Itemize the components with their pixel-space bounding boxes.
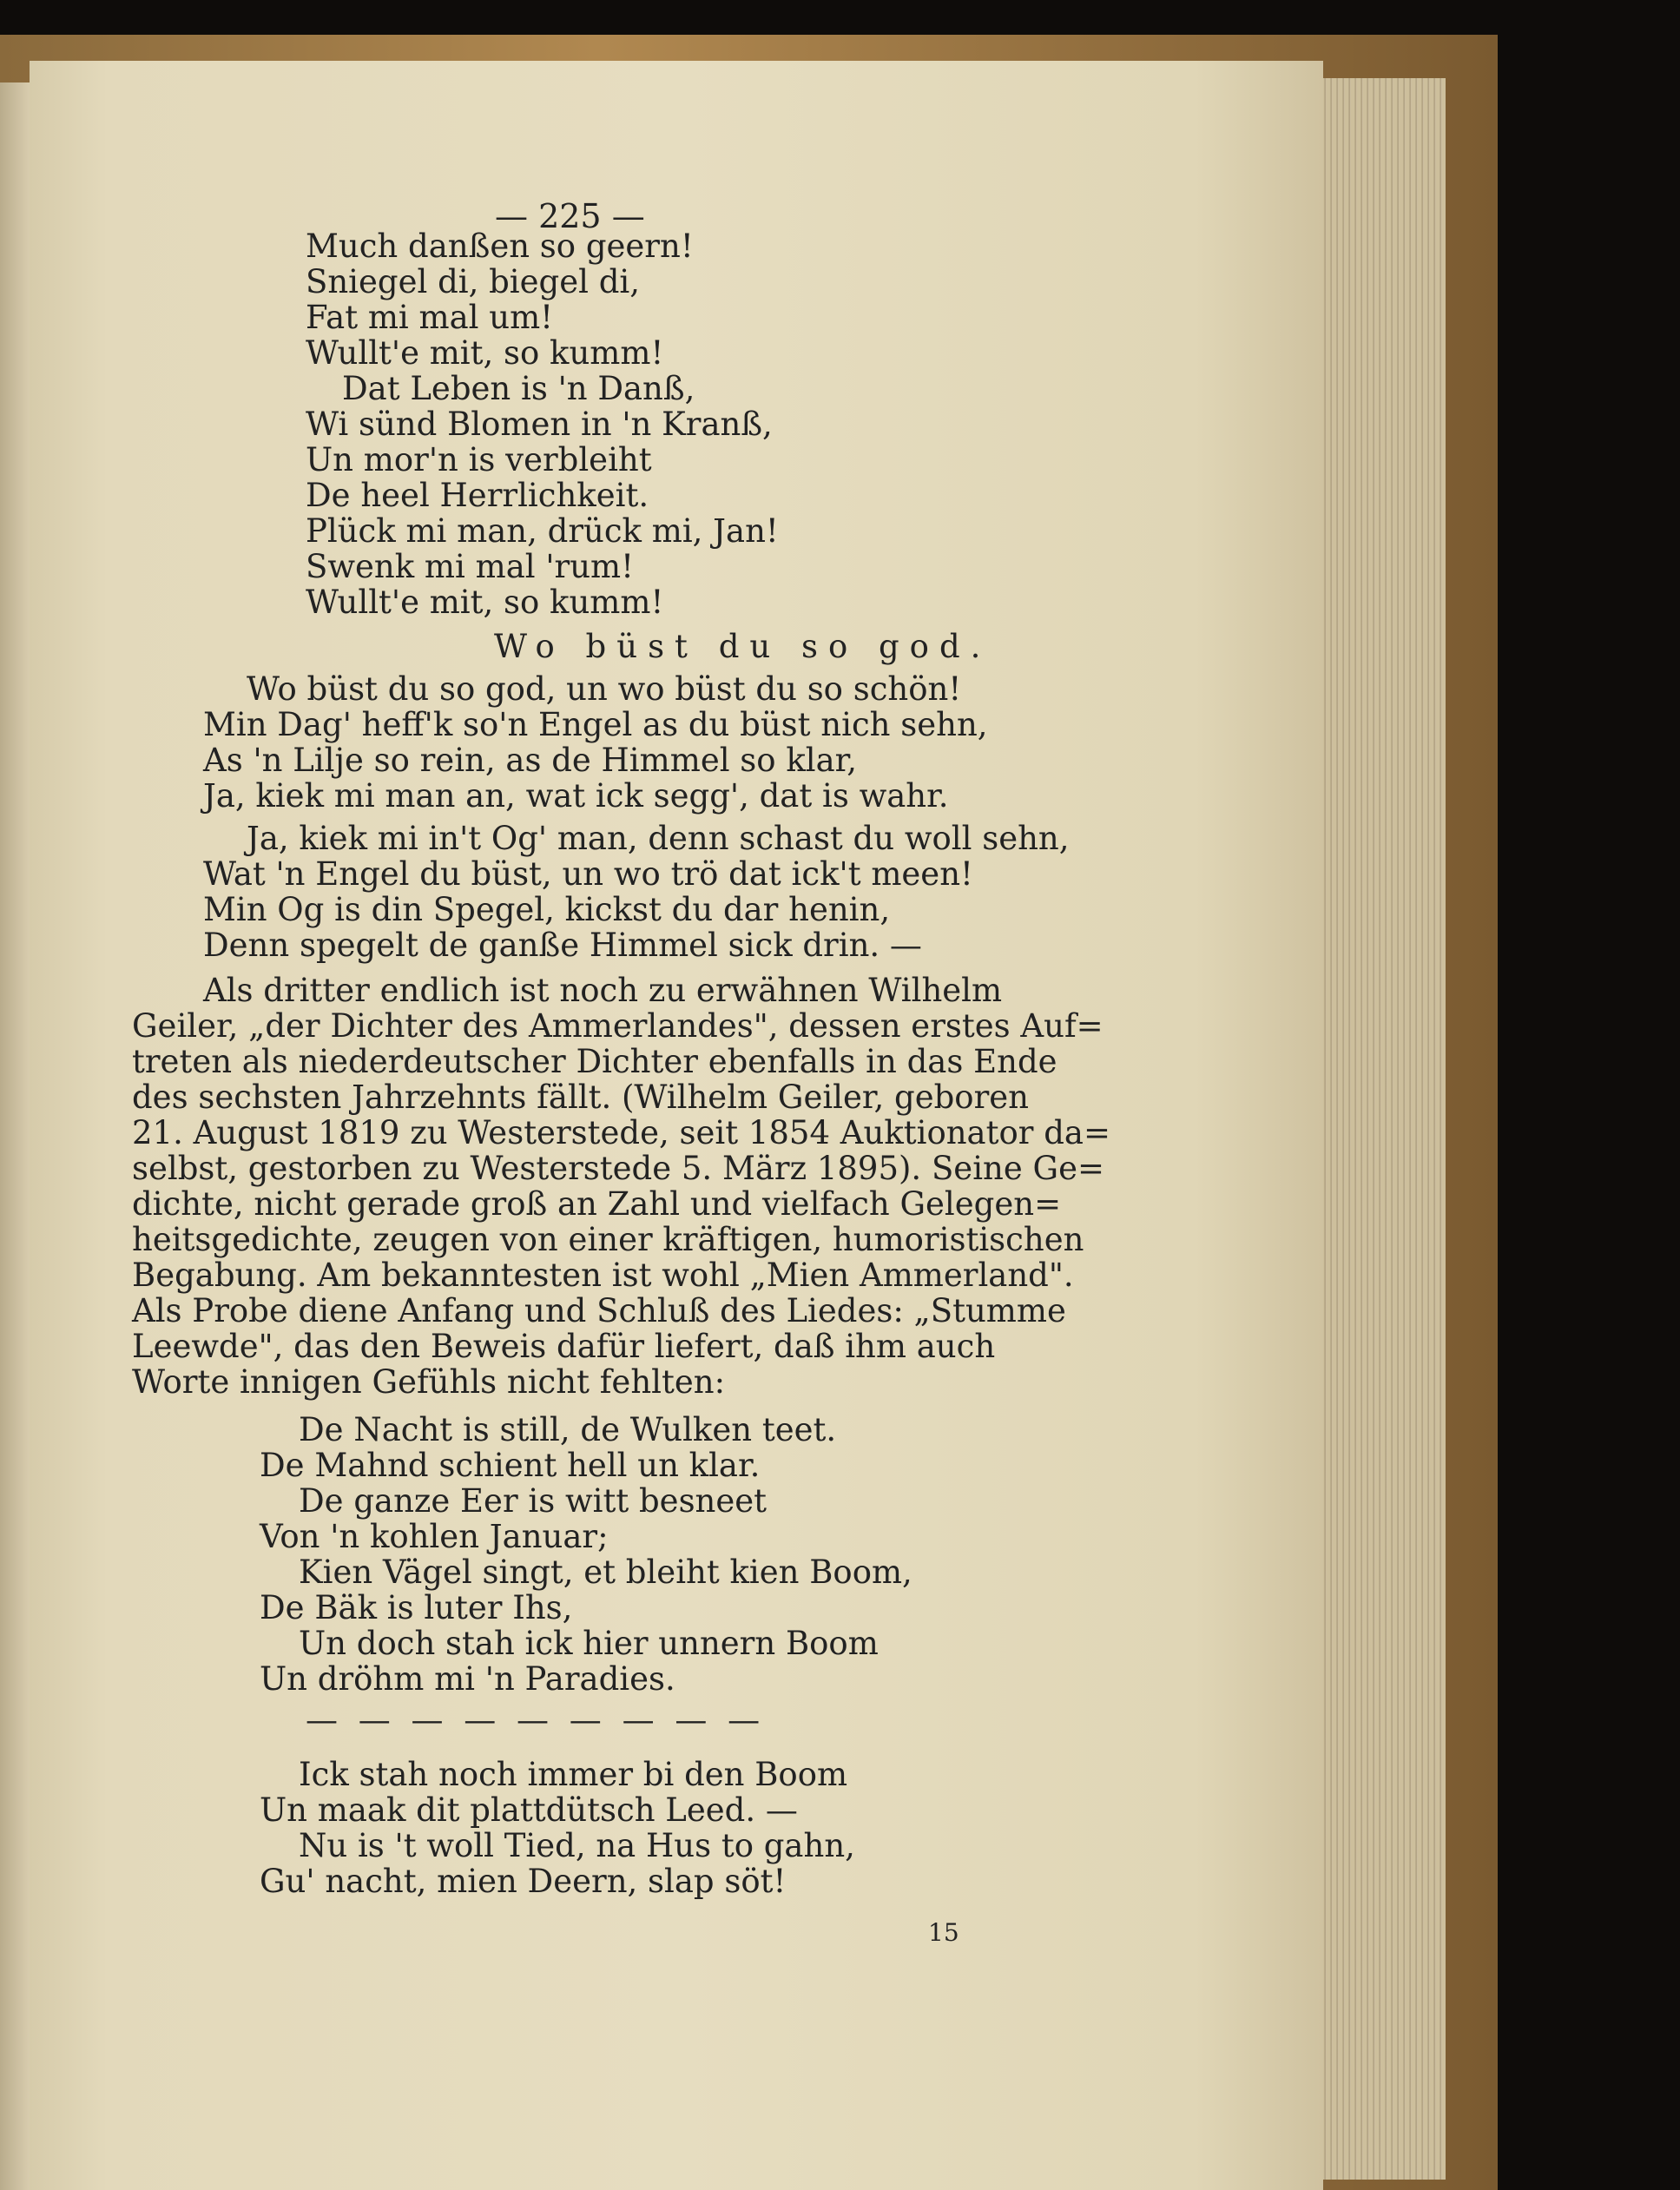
poem-line: Ja, kiek mi man an, wat ick segg', dat is wahr. <box>203 777 949 815</box>
poem-title: Wo büst du so god. <box>494 628 992 665</box>
prose-line: Begabung. Am bekanntesten ist wohl „Mien Ammerland". <box>132 1257 1074 1294</box>
poem-line: Min Og is din Spegel, kickst du dar henin, <box>203 891 891 928</box>
poem-line: Ja, kiek mi in't Og' man, denn schast du woll sehn, <box>247 820 1070 857</box>
poem-line: Gu' nacht, mien Deern, slap söt! <box>260 1863 787 1900</box>
poem-line: Wat 'n Engel du büst, un wo trö dat ick't meen! <box>203 855 973 893</box>
poem-line: De Bäk is luter Ihs, <box>260 1589 573 1626</box>
prose-line: heitsgedichte, zeugen von einer kräftigen, humoristischen <box>132 1221 1084 1258</box>
poem-line: Un maak dit plattdütsch Leed. — <box>260 1791 798 1829</box>
poem-line: De ganze Eer is witt besneet <box>299 1482 768 1520</box>
poem-line: Un mor'n is verbleiht <box>306 441 652 478</box>
poem-line: Wi sünd Blomen in 'n Kranß, <box>306 406 773 443</box>
prose-line: 21. August 1819 zu Westerstede, seit 1854 Auktionator da= <box>132 1114 1110 1151</box>
poem-line: Un dröhm mi 'n Paradies. <box>260 1660 675 1698</box>
poem-line: Wullt'e mit, so kumm! <box>306 334 664 372</box>
prose-line: des sechsten Jahrzehnts fällt. (Wilhelm Geiler, geboren <box>132 1079 1030 1116</box>
poem-line: De Mahnd schient hell un klar. <box>260 1447 761 1484</box>
poem-line: As 'n Lilje so rein, as de Himmel so klar, <box>203 742 858 779</box>
prose-line: Worte innigen Gefühls nicht fehlten: <box>132 1363 726 1401</box>
prose-line: Leewde", das den Beweis dafür liefert, daß ihm auch <box>132 1328 996 1365</box>
book-page <box>30 61 1323 2190</box>
printer-signature: 15 <box>928 1918 959 1947</box>
poem-line: Swenk mi mal 'rum! <box>306 548 634 585</box>
poem-line: Fat mi mal um! <box>306 299 554 336</box>
poem-line: Ick stah noch immer bi den Boom <box>299 1756 848 1793</box>
poem-line: Plück mi man, drück mi, Jan! <box>306 512 779 550</box>
prose-line: Als Probe diene Anfang und Schluß des Liedes: „Stumme <box>132 1292 1066 1329</box>
prose-line: dichte, nicht gerade groß an Zahl und vielfach Gelegen= <box>132 1185 1062 1223</box>
poem-line: Much danßen so geern! <box>306 228 694 265</box>
page-number: — 225 — <box>495 197 645 235</box>
prose-line: selbst, gestorben zu Westerstede 5. März 1895). Seine Ge= <box>132 1150 1104 1187</box>
poem-line: Nu is 't woll Tied, na Hus to gahn, <box>299 1827 855 1864</box>
page-stack-edge <box>1302 78 1446 2180</box>
prose-line: Geiler, „der Dichter des Ammerlandes", dessen erstes Auf= <box>132 1007 1104 1045</box>
poem-line: Wullt'e mit, so kumm! <box>306 584 664 621</box>
poem-line: Dat Leben is 'n Danß, <box>342 370 695 407</box>
poem-line: Un doch stah ick hier unnern Boom <box>299 1625 879 1662</box>
prose-line: treten als niederdeutscher Dichter ebenfalls in das Ende <box>132 1043 1057 1080</box>
poem-line: Sniegel di, biegel di, <box>306 263 640 300</box>
prose-line: Als dritter endlich ist noch zu erwähnen Wilhelm <box>203 972 1003 1009</box>
poem-line: Von 'n kohlen Januar; <box>260 1518 609 1555</box>
poem-line: Denn spegelt de ganße Himmel sick drin. — <box>203 927 922 964</box>
poem-line: De heel Herrlichkeit. <box>306 477 649 514</box>
poem-line: Wo büst du so god, un wo büst du so schön! <box>247 670 962 708</box>
separator-dashes: — — — — — — — — — <box>306 1701 766 1738</box>
poem-line: Min Dag' heff'k so'n Engel as du büst nich sehn, <box>203 706 988 743</box>
previous-page-edge <box>0 82 30 2190</box>
poem-line: Kien Vägel singt, et bleiht kien Boom, <box>299 1553 912 1591</box>
poem-line: De Nacht is still, de Wulken teet. <box>299 1411 837 1448</box>
